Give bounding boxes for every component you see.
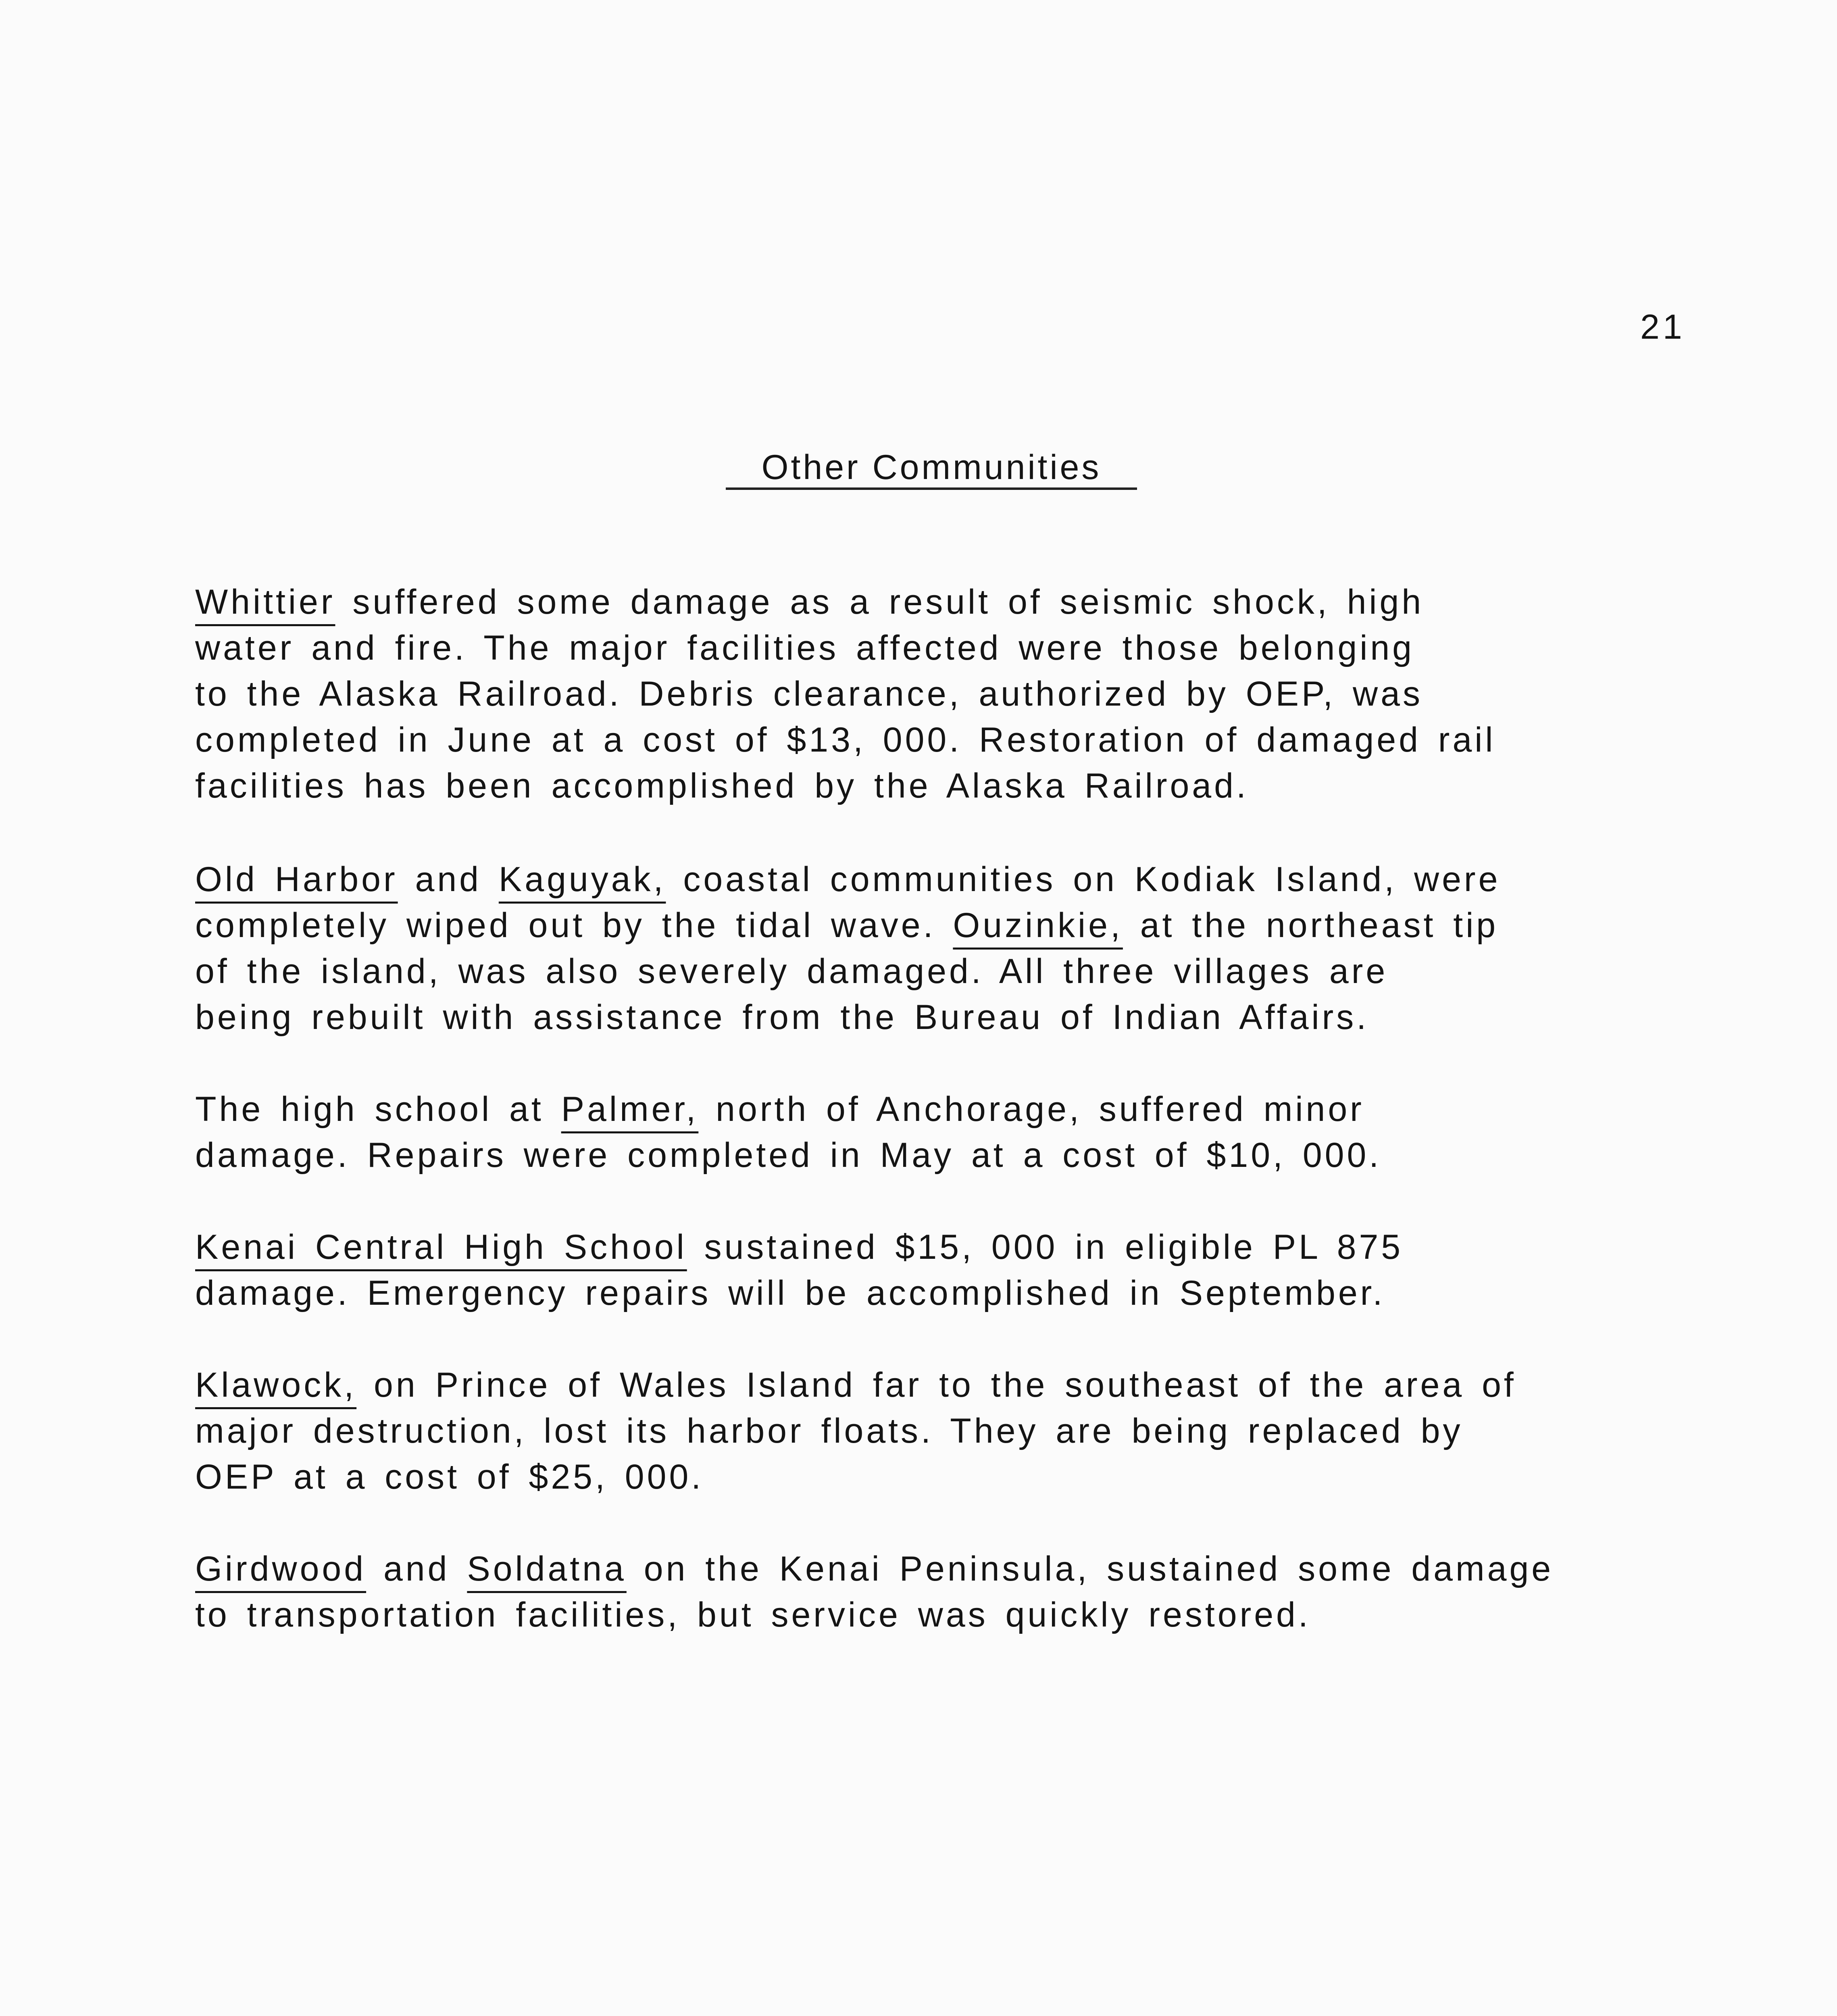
paragraph-line: OEP at a cost of $25, 000. — [195, 1458, 704, 1496]
place-name-underlined: Girdwood — [195, 1549, 367, 1588]
paragraph-line: water and fire. The major facilities affected were those belonging — [195, 629, 1414, 667]
place-name-underlined: Kenai Central High School — [195, 1228, 687, 1266]
line-text: suffered some damage as a result of seismic shock, high — [335, 583, 1424, 621]
paragraph-line — [195, 1086, 1631, 1132]
paragraph-line — [195, 856, 1631, 902]
paragraph-line: damage. Repairs were completed in May at a cost of $10, 000. — [195, 1136, 1382, 1175]
line-text: coastal communities on Kodiak Island, were — [666, 860, 1501, 899]
place-name-underlined: Old Harbor — [195, 860, 398, 899]
paragraph-line: to the Alaska Railroad. Debris clearance, authorized by OEP, was — [195, 675, 1423, 713]
paragraph-line — [195, 579, 1631, 625]
place-name-underlined: Soldatna — [467, 1549, 627, 1588]
paragraph-line — [195, 1224, 1631, 1270]
paragraph-line: damage. Emergency repairs will be accomplished in September. — [195, 1274, 1385, 1312]
place-name-underlined: Whittier — [195, 583, 335, 621]
paragraph-girdwood — [195, 1546, 1631, 1638]
line-text: on the Kenai Peninsula, sustained some damage — [626, 1549, 1554, 1588]
line-text: completely wiped out by the tidal wave. — [195, 906, 953, 945]
paragraph-line — [195, 902, 1631, 948]
paragraph-line: facilities has been accomplished by the Alaska Railroad. — [195, 766, 1249, 805]
paragraph-kenai — [195, 1224, 1631, 1316]
paragraph-palmer — [195, 1086, 1631, 1178]
line-text: and — [398, 860, 499, 899]
line-text: north of Anchorage, suffered minor — [698, 1090, 1364, 1129]
paragraph-line: being rebuilt with assistance from the Bureau of Indian Affairs. — [195, 998, 1369, 1037]
place-name-underlined: Klawock, — [195, 1366, 357, 1404]
paragraph-line: of the island, was also severely damaged. All three villages are — [195, 952, 1388, 991]
page-number: 21 — [1640, 308, 1685, 346]
place-name-underlined: Ouzinkie, — [953, 906, 1123, 945]
place-name-underlined: Palmer, — [561, 1090, 699, 1129]
paragraph-old-harbor — [195, 856, 1631, 1040]
paragraph-line: completed in June at a cost of $13, 000. Restoration of damaged rail — [195, 721, 1496, 759]
paragraph-line — [195, 1362, 1631, 1408]
line-text: at the northeast tip — [1123, 906, 1499, 945]
line-text: The high school at — [195, 1090, 561, 1129]
section-heading — [726, 440, 1137, 490]
paragraph-line — [195, 1546, 1631, 1592]
paragraph-line: to transportation facilities, but service was quickly restored. — [195, 1595, 1311, 1634]
paragraph-whittier — [195, 579, 1631, 809]
place-name-underlined: Kaguyak, — [498, 860, 666, 899]
line-text: on Prince of Wales Island far to the southeast of the area of — [356, 1366, 1516, 1404]
paragraph-line: major destruction, lost its harbor floats. They are being replaced by — [195, 1412, 1463, 1450]
line-text: sustained $15, 000 in eligible PL 875 — [687, 1228, 1404, 1266]
section-heading-text: Other Communities — [726, 448, 1137, 490]
line-text: and — [366, 1549, 467, 1588]
paragraph-klawock — [195, 1362, 1631, 1500]
